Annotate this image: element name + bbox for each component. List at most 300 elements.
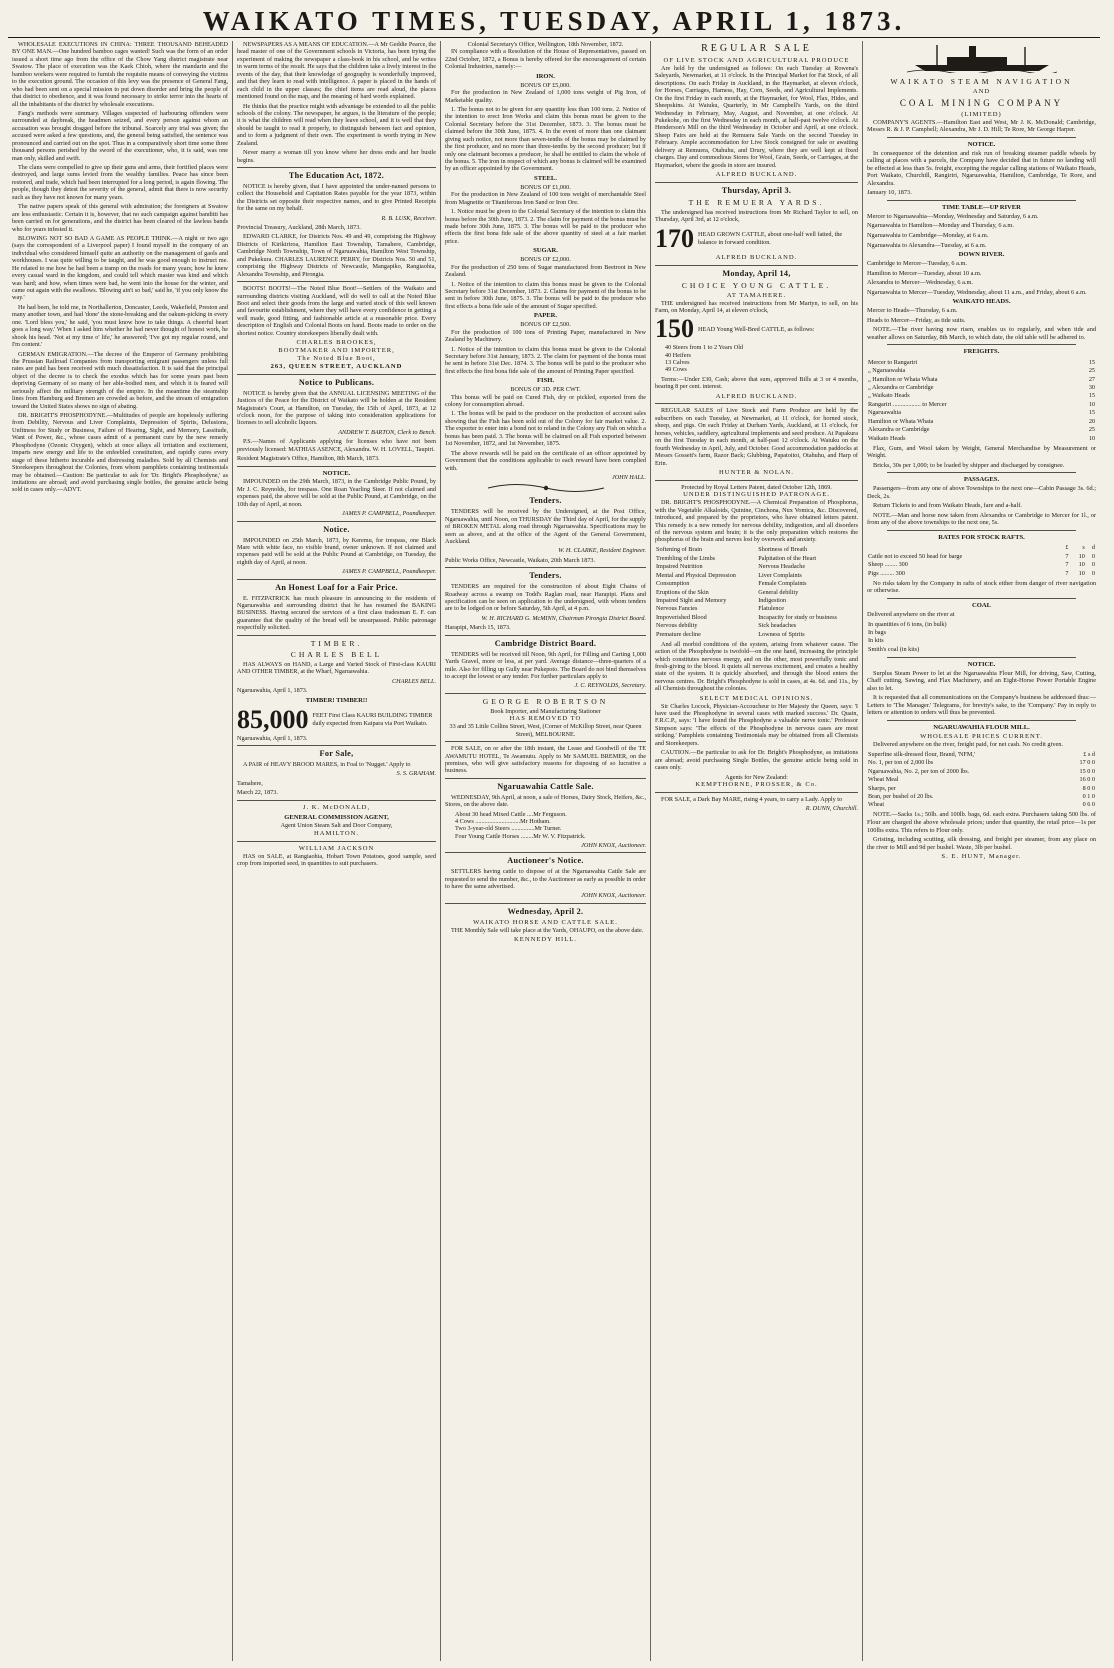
table-cell: In bags <box>868 628 887 636</box>
list-item: 40 Steers from 1 to 2 Years Old <box>665 344 744 352</box>
timetable-entry: Hamilton to Mercer—Tuesday, about 10 a.m. <box>867 269 982 277</box>
divider <box>887 530 1076 531</box>
ad-signer: CHARLES BELL. <box>391 677 436 685</box>
table-cell: 7 <box>1065 569 1069 577</box>
rates-note: No risks taken by the Company in rafts of stock either from danger of river navigation or otherwise. <box>867 579 1096 595</box>
mill-note: NOTE.—Sacks 1s.; 50lb. and 100lb. bags, 6d. each extra. Purchasers taking 500 lbs. of Flour are charged the above wholesale prices; under that quantity, the retail price—1s per 100lbs extra. This refers to Flour only. <box>867 811 1096 834</box>
table-cell: 10 <box>1078 569 1085 577</box>
ad-place: HAMILTON. <box>313 829 360 837</box>
divider <box>655 792 858 793</box>
ad-moved: HAS REMOVED TO <box>509 715 582 723</box>
ad-heading: Cambridge District Board. <box>494 638 597 648</box>
table-row <box>867 793 1096 801</box>
ad-signer: JAMES P. CAMPBELL, Poundkeeper. <box>341 568 436 576</box>
big-number: 170 <box>655 223 694 253</box>
ad-signer: ALFRED BUCKLAND. <box>715 253 798 261</box>
ad-signer: W. H. RICHARD G. McMINN, Chairman Pirongia District Board. <box>481 614 646 622</box>
table-row <box>867 801 1096 809</box>
ad-body: THE Monthly Sale will take place at the Yards, OHAUPO, on the above date. <box>451 926 644 934</box>
list-item: 49 Cows <box>665 366 687 374</box>
ad-signer: ALFRED BUCKLAND. <box>715 171 798 179</box>
table-row <box>867 637 1096 645</box>
ad-heading: Notice to Publicans. <box>298 377 375 387</box>
ad-body: EDWARD CLARKE, for Districts Nos. 49 and 49, comprising the Highway Districts of Kirikiriroa, Hamilton East Township, Tamahere, Cambridge, Cambridge North Township, Town of Ngaruawahia, Hamilton West Township, and Pukekura. CHARLES LAURENCE PERRY, for Districts Nos. 50 and 51, comprising the Highway Districts of Newcastle, Mangapiko, Rangiaohia, Alexandra Township, and Pirongia. <box>237 233 436 278</box>
article-paragraph: WHOLESALE EXECUTIONS IN CHINA: THREE THOUSAND BEHEADED BY ONE MAN.—One hundred bamboo cages wanted! Such was the form of an order issued a short time ago from the office of the Chow Yang district magistrate near Swatow. The place of execution was the Kaek Chioh, where the mandarin and the bamboo workers were required to furnish the requisite means of conveying the victims to the execution ground. The occasion of this levy was the presence of General Fang, who had been sent on a special mission to put down disorder and bring the people of that district to obedience, and it was found necessary to strike terror into the hearts of all the inhabitants of the district by wholesale executions. <box>12 41 228 108</box>
symptoms-table <box>655 546 858 639</box>
ad-name: GEORGE ROBERTSON <box>482 696 609 706</box>
table-row <box>867 628 1096 636</box>
masthead <box>8 4 1100 38</box>
ad-patent: Protected by Royal Letters Patent, dated October 12th, 1869. <box>681 483 832 491</box>
ad-signer: ALFRED BUCKLAND. <box>715 392 798 400</box>
divider <box>237 800 436 801</box>
bonus-conditions: 1. The bonus not to be given for any quantity less than 100 tons. 2. Notice of the intention to erect Iron Works and claim this bonus must be given to the Colonial Secretary before the 31st December, 1873. 3. The bonus must be claimed before the 30th June, 1875. 4. In the event of more than one claimant giving such notice, not more than seven-tenths of the bonus may be claimed by the first producer, and no more than three-tenths by the second producer; but if only one claimant becomes a producer, he shall be entitled to claim the whole of the bonus. 5. The iron in respect of which any bonus is claimed will be examined by an officer appointed by the Government. <box>445 105 646 173</box>
steamer-icon <box>907 43 1057 73</box>
table-cell: Mental and Physical Depression <box>656 571 736 579</box>
ad-signer: JOHN HALL. <box>611 473 646 481</box>
divider <box>445 635 646 636</box>
table-row <box>655 613 858 621</box>
timetable-note: NOTE.—The river having now risen, enables us to regularly, and when tide and weather allows on Saturday, 8th March, to which date, the old table will be adhered to. <box>867 326 1096 341</box>
bonus-body: For the production of 100 tons of Printing Paper, manufactured in New Zealand by Machinery. <box>445 328 646 344</box>
divider <box>237 841 436 842</box>
ad-signer: J. C. REYNOLDS, Secretary. <box>574 682 646 690</box>
table-cell: s <box>1082 544 1085 552</box>
coal-heading: COAL <box>971 601 992 609</box>
table-cell: 15 <box>1088 392 1095 400</box>
ad-heading: Notice. <box>323 524 350 534</box>
timetable-entry: Heads to Mercer—Friday, as tide suits. <box>867 316 966 324</box>
ad-heading: TIMBER! TIMBER!! <box>305 696 368 704</box>
ad-sub: THE REMUERA YARDS. <box>688 197 825 207</box>
table-cell: Smith's coal (in kits) <box>868 645 920 653</box>
table-cell: 0 <box>1091 552 1095 560</box>
timetable-entry: Mercer to Ngaruawahia—Monday, Wednesday and Saturday, 6 a.m. <box>867 212 1039 220</box>
table-cell: 15 0 0 <box>1079 767 1095 775</box>
divider <box>655 480 858 481</box>
cattle-list <box>455 811 646 840</box>
table-cell: Sick headaches <box>758 622 797 630</box>
table-row <box>867 367 1096 375</box>
timetable-entry: Alexandra to Mercer—Wednesday, 6 a.m. <box>867 279 973 287</box>
table-cell: Rangariri .................. to Mercer <box>868 400 947 408</box>
divider <box>445 852 646 853</box>
ad-heading: Wednesday, April 2. <box>507 906 584 916</box>
ad-body: TENDERS will be received by the Undersigned, at the Post Office, Ngaruawahia, until Noon, on THURSDAY the Third day of April, for the supply of BROKEN METAL along road through Ngaruawahia. Specifications may be seen as above, and at the office of the Agent of the General Government, Auckland. <box>445 508 646 545</box>
divider <box>237 374 436 375</box>
ad-address: 263, QUEEN STREET, AUCKLAND <box>270 362 403 370</box>
article-paragraph: DR. BRIGHT'S PHOSPHODYNE.—Multitudes of people are hopelessly suffering from Debility, Nervous and Liver Complaints, Depression of Spirits, Delusions, Unfitness for Study or Business, Failure of Hearing, Sight, and Memory, Lassitude, Want of Power, &c., whose cases admit of a permanent cure by the new remedy Phosphodyne (Ozonic Oxygen), which at once allays all irritation and excitement, imparts new energy and life to the enfeebled constitution, and rapidly cures every stage of these hitherto incurable and distressing maladies. Sold by all Chemists and Storekeepers throughout the Colonies, from whom pamphlets containing testimonials may be obtained.—Caution: Be particular to ask for 'Dr. Bright's Phosphodyne,' as imitations are abroad; and avoid purchasing single bottles, the genuine article being sold in cases only.—ADVT. <box>12 412 228 494</box>
table-cell: Waikato Heads <box>868 434 906 442</box>
ad-heading: GENERAL COMMISSION AGENT, <box>284 813 389 821</box>
divider <box>887 200 1076 201</box>
ad-heading: REGULAR SALE <box>701 43 812 54</box>
column-3 <box>441 41 651 1661</box>
table-cell: 7 <box>1065 552 1069 560</box>
column-4 <box>651 41 863 1661</box>
ad-body: THE undersigned has received instructions from Mr Martyn, to sell, on his Farm, on Monday, April 14, at eleven o'clock, <box>655 299 858 314</box>
bonus-conditions: 1. Notice must be given to the Colonial Secretary of the intention to claim this bonus before the 30th June, 1873. 2. The claim for payment of the bonus must be made before 30th June, 1875. 3. The bonus will be paid to the producer who effects the first bona fide sale of the above quantity of steel at a fair market price. <box>445 208 646 245</box>
table-row <box>867 400 1096 408</box>
ad-signer: JAMES P. CAMPBELL, Poundkeeper. <box>341 510 436 518</box>
table-row <box>867 759 1096 767</box>
table-cell: 0 6 0 <box>1082 801 1095 809</box>
passages-note: NOTE.—Man and horse now taken from Alexandra or Cambridge to Mercer for 1l., or from any of the above townships to the next one, 5s. <box>867 511 1096 527</box>
ad-date: January 10, 1873. <box>867 189 912 197</box>
company-title-line1: WAIKATO STEAM NAVIGATION <box>890 77 1073 86</box>
table-cell: Consumption <box>656 580 690 588</box>
table-cell: Flatulence <box>758 605 785 613</box>
mill-sub: WHOLESALE PRICES CURRENT. <box>920 732 1043 740</box>
ad-body: NOTICE is hereby given that the ANNUAL LICENSING MEETING of the Justices of the Peace for the District of Waikato will be holden at the Resident Magistrate's Court, at Hamilton, on Tuesday, the 15th of April, 1873, at 12 o'clock noon, for the purpose of taking into consideration applications for licenses to sell alcoholic liquors. <box>237 389 436 427</box>
table-cell: 10 <box>1088 434 1095 442</box>
table-cell: 30 <box>1088 384 1095 391</box>
article-paragraph: NEWSPAPERS AS A MEANS OF EDUCATION.—A Mr Geddie Pearce, the head master of one of the Government schools in Victoria, has been trying the experiment of making the newspaper a class-book in his school, and he writes in warm terms of the result. He says that the children take a lively interest in the events of the day, that their knowledge of geography is wonderfully improved, and that they learn to read with intelligence. A paper is placed in the hands of each child in the upper classes; the chief items are read aloud, the places mentioned found on the map, and the meaning of hard words explained. <box>237 41 436 101</box>
table-row <box>867 750 1096 758</box>
ad-signer: ANDREW T. BARTON, Clerk to Bench. <box>338 428 436 436</box>
table-row <box>867 552 1096 560</box>
table-row <box>867 375 1096 383</box>
table-cell: 17 0 0 <box>1079 759 1095 767</box>
freights-note: Flax, Gum, and Wool taken by Weight, General Merchandise by Measurement or Weight. <box>867 444 1096 460</box>
columns <box>8 41 1100 1661</box>
divider <box>445 741 646 742</box>
table-cell: Impaired Sight and Memory <box>656 596 727 604</box>
ad-heading: NOTICE. <box>322 469 351 477</box>
table-cell: Nervous debility <box>656 622 698 630</box>
table-row <box>867 767 1096 775</box>
ad-agents-heading: Agents for New Zealand: <box>725 773 788 781</box>
divider <box>237 167 436 168</box>
table-row <box>655 580 858 588</box>
table-cell: Ngaruawahia, No. 2, per ton of 2000 lbs. <box>868 767 970 775</box>
ad-body: Are held by the undersigned as follows: On each Tuesday at Rowena's Saleyards, Newmarket, at 11 o'clock. In the Principal Market for Fat Stock, of all descriptions. On each Friday in Auckland, in the Haymarket, at eleven o'clock, for Horses, Carriages, Harness, Hay, Corn, Seeds, and Agricultural Implements. On the first Friday in each month, at the Haymarket, for Wool, Flax, Hides, and Sheepskins. At Waiuku, Quarterly, in Mr Campbell's Yards, on the third Wednesday in February, May, August, and November, at one o'clock. At Pukekohe, on the first Wednesday in each month, at half-past twelve o'clock. At Henderson's Mill on the third Wednesday in October and April, at one o'clock. Sheep Fairs are held at the Remuera Sale Yards on the second Tuesday in February. Ample accommodation for Live Stock consigned for sale or awaiting delivery at Remuera, Otahuhu, and Drury, where they are well kept at fixed charges. Day and commodious Stores for Wool, Grain, Seeds, or Carriages, at the Haymarket, where the goods in store are insured. <box>655 64 858 169</box>
ad-place-date: Provincial Treasury, Auckland, 28th March, 1873. <box>237 224 361 232</box>
table-cell <box>1090 637 1096 645</box>
table-cell: Cattle not to exceed 50 head for barge <box>868 552 963 560</box>
freights-note: Bricks, 30s per 1,000; to be loaded by shipper and discharged by consignee. <box>873 461 1065 469</box>
ad-body: NOTICE is hereby given, that I have appointed the under-named persons to collect the Household and Capitation Rates payable for the year 1873, within the Districts set opposite their respective names, and to give Printed Receipts for the same on my behalf. <box>237 182 436 213</box>
ad-patronage: UNDER DISTINGUISHED PATRONAGE. <box>683 491 830 499</box>
list-item: Two 3-year-old Steers ...............Mr Turner. <box>455 825 562 833</box>
ad-heading: Auctioneer's Notice. <box>507 856 584 866</box>
table-cell: 25 <box>1088 367 1095 375</box>
passages-body: Passengers—from any one of above Townships to the next one—Cabin Passage 3s. 6d.; Deck, 2s. <box>867 485 1096 500</box>
table-cell: 16 0 0 <box>1079 776 1095 784</box>
table-cell <box>1090 628 1096 636</box>
big-number-block <box>237 704 436 734</box>
ad-body: The undersigned has received instructions from Mr Richard Taylor to sell, on Thursday, April 3rd, at 12 o'clock, <box>655 208 858 224</box>
list-item: Four Young Cattle Horses ........Mr W. V. Fitzpatrick. <box>455 832 586 840</box>
table-row <box>867 426 1096 434</box>
mill-signer: S. E. HUNT, Manager. <box>941 853 1022 861</box>
divider <box>887 598 1076 599</box>
ad-body: IMPOUNDED on 25th March, 1873, by Keremu, for trespass, one Black Mare with white face, no visible brand, owner unknown. If not claimed and expenses paid will be sold at the Public Pound at Cambridge, on Tuesday, the eighth day of April, at noon. <box>237 536 436 566</box>
article-paragraph: He thinks that the practice might with advantage be extended to all the public schools of the colony. The newspaper, he argues, is the literature of the people; it is what the children will read when they leave school, and it is well that they should be taught to read it properly, to distinguish between fact and opinion, and to form a judgment of their own. The experiment is worth trying in New Zealand. <box>237 102 436 147</box>
table-cell: 10 <box>1088 400 1095 408</box>
table-row <box>867 392 1096 400</box>
notice-body: Surplus Steam Power to let at the Ngaruawahia Flour Mill, for driving, Saw, Cutting, Chaff cutting, Sawing, and Flax Machinery, and an Eight-Horse Power Portable Engine also to let. <box>867 669 1096 692</box>
timetable-entry: Cambridge to Mercer—Tuesday, 6 a.m. <box>867 260 967 267</box>
company-agents: COMPANY'S AGENTS.—Hamilton East and West, Mr J. K. McDonald; Cambridge, Messrs R. & J. P. Campbell; Alexandra, Mr J. D. Hill; Te Rore, Mr George Harper. <box>867 118 1096 134</box>
ad-name: CHARLES BELL <box>290 649 383 659</box>
coal-table <box>867 620 1096 654</box>
bonus-amount: BONUS OF 3D. PER CWT. <box>510 386 581 394</box>
table-cell: Lowness of Spirits <box>758 630 805 638</box>
article-paragraph: Fang's methods were summary. Villages suspected of harbouring offenders were surrounded at daybreak, the headmen seized, and every person against whom an accusation was brought dragged before the tribunal. Scarcely any trial was given; the accused were asked a few questions, and, the general being satisfied, the sentence was pronounced and carried out on the spot. Thus in a comparatively short time some three thousand persons perished by the sword of the executioner, who, it is said, was one man only, skilled and swift. <box>12 109 228 162</box>
ad-sub: Agent Union Steam Salt and Door Company, <box>280 822 393 830</box>
divider <box>445 567 646 568</box>
table-cell: Bran, per bushel of 20 lbs. <box>868 793 934 801</box>
list-item: 40 Heifers <box>665 351 691 359</box>
ad-date: March 22, 1873. <box>237 789 278 797</box>
table-cell: Trembling of the Limbs <box>656 554 716 562</box>
ad-heading: For Sale, <box>319 749 354 759</box>
notice-top: Colonial Secretary's Office, Wellington, 18th November, 1872. <box>467 41 624 48</box>
mill-price-table <box>867 750 1096 809</box>
divider <box>237 635 436 636</box>
timetable-entry: Mercer to Heads—Thursday, 6 a.m. <box>867 307 958 315</box>
ad-terms: Terms:—Under £30, Cash; above that sum, approved Bills at 3 or 4 months, bearing 8 per cent. interest. <box>655 375 858 391</box>
table-row <box>867 409 1096 417</box>
table-cell <box>1090 620 1096 628</box>
divider <box>655 265 858 266</box>
coal-intro: Delivered anywhere on the river at <box>867 610 955 618</box>
ad-trade: Book Importer, and Manufacturing Stationer <box>490 707 601 715</box>
table-cell: Superfine silk-dressed flour, Brand, 'NFM,' <box>868 750 975 758</box>
masthead-title: WAIKATO TIMES, TUESDAY, APRIL 1, 1873. <box>202 5 906 36</box>
ad-date: Ngaruawahia, April 1, 1873. <box>237 734 308 742</box>
passages-heading: PASSAGES. <box>963 476 1000 484</box>
timetable-heading: TIME TABLE—UP RIVER <box>942 204 1021 211</box>
table-cell: Liver Complaints <box>758 571 802 579</box>
table-row <box>867 569 1096 577</box>
bonus-heading: PAPER. <box>533 312 558 320</box>
ad-signer: S. S. GRAHAM. <box>396 770 436 778</box>
table-cell: Ngaruawahia <box>868 409 901 417</box>
ad-footer: Harapipi, March 15, 1873. <box>445 624 511 632</box>
table-row <box>867 561 1096 569</box>
ad-body: WEDNESDAY, 9th April, at noon, a sale of Horses, Dairy Stock, Heifers, &c., Stores, on the above date. <box>445 793 646 809</box>
big-number: 85,000 <box>237 704 309 734</box>
table-cell <box>867 544 1059 552</box>
ad-signer: R. B. LUSK, Receiver. <box>381 214 436 222</box>
divider <box>237 281 436 282</box>
ad-signer: JOHN KNOX, Auctioneer. <box>581 841 646 849</box>
ad-name: J. K. McDONALD, <box>302 803 371 811</box>
ad-body: HEAD GROWN CATTLE, about one-half well fatted, the balance in forward condition. <box>698 231 843 246</box>
table-cell: 27 <box>1088 375 1095 383</box>
bonus-amount: BONUS OF £2,000. <box>520 256 571 264</box>
ad-body: E. FITZPATRICK has much pleasure in announcing to the residents of Ngaruawahia and surrounding district that he has resumed the BAKING BUSINESS. Having secured the services of a first class tradesman E. F. can guarantee that the quality of the bread will be unsurpassed. Public patronage respectfully solicited. <box>237 594 436 632</box>
ad-signer: JOHN KNOX, Auctioneer. <box>581 892 646 900</box>
ad-signer: W. H. CLARKE, Resident Engineer. <box>558 547 646 555</box>
big-number-block <box>655 223 858 253</box>
table-cell: „ Alexandra or Cambridge <box>868 384 934 391</box>
list-item: 4 Cows .............................Mr Hotham. <box>455 817 551 825</box>
bonus-conditions: 1. Notice of the intention to claim this bonus must be given to the Colonial Secretary before 31st January, 1873. 2. The claim for payment of the bonus must be sent in before 31st Dec. 1874. 3. The bonus will be paid to the producer who first effects the first bona fide sale of the amount of Printing Paper specified. <box>445 345 646 375</box>
table-cell: 10 <box>1078 552 1085 560</box>
bonus-conditions: 1. Notice of the intention to claim this bonus must be given to the Colonial Secretary before 31st December, 1873. 2. Claims for payment of the bonus to be sent in before 30th June, 1875. 3. The bonus will be paid to the producer who first effects a bona fide sale of the amount of Sugar specified. <box>445 280 646 310</box>
ad-body: BOOTS! BOOTS!—The Noted Blue Boot!—Settlers of the Waikato and surrounding districts visiting Auckland, will do well to call at the Noted Blue Boot and select their goods from the large and varied stock of this well known and favourite establishment, where they will have every confidence in getting a well made, good fitting, and fashionable article at a reasonable price. Every description of English and Colonial Boots on hand. Boots made to order on the shortest notice. Country storekeepers liberally dealt with. <box>237 285 436 337</box>
table-cell: £ <box>1065 544 1069 552</box>
bonus-conditions: 1. The bonus will be paid to the producer on the production of account sales showing that the Fish has been sold out of the Colony for fair market value. 2. The exporter to enter into a bond not to reland in the Colony any Fish on which a bonus has been paid. 3. The bonus will be claimed on all Fish exported between 1st November, 1872, and 1st November, 1875. <box>445 410 646 448</box>
table-cell: Hamilton or Whata Whata <box>868 417 934 425</box>
timetable-heading: DOWN RIVER. <box>958 251 1005 259</box>
list-item: About 30 head Mixed Cattle ....Mr Ferguson. <box>455 810 567 818</box>
table-cell: Palpitation of the Heart <box>758 554 817 562</box>
ad-body: FEET First Class KAURI BUILDING TIMBER daily expected from Kaipara via Port Waikato. <box>312 712 433 727</box>
article-paragraph: The native papers speak of this general with admiration; the foreigners at Swatow are less enthusiastic. Certain it is, however, that no such campaign against banditti has been carried on for generations, and the district has been cleared of the lawless bands who for years infested it. <box>12 203 228 233</box>
table-row <box>655 622 858 630</box>
bonus-amount: BONUS OF £5,000. <box>520 81 571 89</box>
table-cell: 8 0 0 <box>1082 784 1095 792</box>
table-cell: 15 <box>1088 358 1095 366</box>
company-and: AND <box>972 88 991 96</box>
table-cell: 20 <box>1088 417 1095 425</box>
ad-caution: CAUTION.—Be particular to ask for Dr. Bright's Phosphodyne, as imitations are abroad; avoid purchasing Single Bottles, the genuine article being sold in cases only. <box>655 749 858 772</box>
ad-body: TENDERS will be received till Noon, 9th April, for Filling and Carting 1,000 Yards Gravel, more or less, at per yard. Average distance—three-quarters of a mile. Also for filling up Gully near Pukepoto. The Board do not bind themselves to accept the lowest or any tender. For further particulars apply to <box>445 650 646 680</box>
bonus-heading: SUGAR. <box>533 247 558 255</box>
bonus-heading: IRON. <box>536 72 555 80</box>
list-item: 13 Calves <box>665 359 690 367</box>
table-row <box>867 784 1096 792</box>
table-row <box>655 588 858 596</box>
table-cell: 0 <box>1091 569 1095 577</box>
ad-signer: HUNTER & NOLAN. <box>719 468 794 476</box>
table-cell: Alexandra or Cambridge <box>868 426 930 434</box>
table-cell: Female Complaints <box>758 580 807 588</box>
rates-table <box>867 544 1096 578</box>
article-paragraph: GERMAN EMIGRATION.—The decree of the Emperor of Germany prohibiting the Prussian Railroad Companies from transporting emigrant passengers unless full rates are paid has been received with much dissatisfaction. It is said that the principal object of the decree is to check the exodus which has for some years past been depriving Germany of so many of her able-bodied men, and which it is feared will seriously affect the military strength of the empire. In the meantime the steamship lines from Hamburg and Bremen are crowded as before, and the stream of emigration toward the United States shows no sign of abating. <box>12 350 228 410</box>
divider <box>655 182 858 183</box>
table-row <box>867 620 1096 628</box>
ad-trade: BOOTMAKER AND IMPORTER, <box>278 347 395 355</box>
timetable-entry: Ngaruawahia to Alexandra—Tuesday, at 6 a.m. <box>867 241 987 249</box>
table-cell: Softening of Brain <box>656 546 703 554</box>
big-number-block <box>655 316 858 342</box>
table-row <box>867 434 1096 442</box>
table-row <box>655 554 858 562</box>
ad-sub: OF LIVE STOCK AND AGRICULTURAL PRODUCE <box>663 57 850 64</box>
divider <box>887 472 1076 473</box>
table-cell: Indigestion <box>758 596 787 604</box>
article-paragraph: Never marry a woman till you know where her dress ends and her bustle begins. <box>237 149 436 164</box>
passages-return: Return Tickets to and from Waikato Heads, fare and a-half. <box>873 502 1022 510</box>
freights-heading: FREIGHTS. <box>963 348 1000 356</box>
ad-body: HEAD Young Well-Bred CATTLE, as follows: <box>698 325 815 333</box>
mill-grist: Gristing, including scutting, silk dressing, and freight per steamer, from any place on the river to Mill and 9d per bushel. Waste, 3lb per bushel. <box>867 836 1096 851</box>
ornament-icon <box>486 483 606 493</box>
column-5 <box>863 41 1100 1661</box>
table-cell: Incapacity for study or business <box>758 613 837 621</box>
ad-body: Sir Charles Locock, Physician-Accoucheur to Her Majesty the Queen, says: 'I have used the Phosphodyne in several cases with marked success.' Dr. Quain, F.R.C.P., says: 'I have found the Phosphodyne a valuable nerve tonic.' Professor Simpson says: 'The effects of the Phosphodyne in nervous cases are most striking.' Pamphlets containing Testimonials may be obtained from all Chemists and Storekeepers. <box>655 702 858 747</box>
bonus-amount: BONUS OF £2,500. <box>520 321 571 329</box>
divider <box>655 403 858 404</box>
ad-body: HAS ALWAYS on HAND, a Large and Varied Stock of First-class KAURI AND OTHER TIMBER, at the Wharf, Ngaruawahia. <box>237 660 436 676</box>
table-cell: General debility <box>758 588 799 596</box>
ad-signer: KENNEDY HILL. <box>514 936 577 944</box>
company-limited: (LIMITED) <box>961 110 1002 118</box>
divider <box>887 657 1076 658</box>
ad-footer: Resident Magistrate's Office, Hamilton, 8th March, 1873. <box>237 455 380 463</box>
cattle-list <box>665 344 858 373</box>
table-cell: „ Waikato Heads <box>868 392 910 400</box>
ad-body: SETTLERS having cattle to dispose of at the Ngaruawahia Cattle Sale are requested to send the number, &c., to the Auctioneer as early as possible in order to have the same advertised. <box>445 868 646 891</box>
freights-table <box>867 358 1096 442</box>
ad-sub: SELECT MEDICAL OPINIONS. <box>699 694 814 702</box>
bonus-heading: FISH. <box>536 377 555 385</box>
table-cell: „ Ngaruawahia <box>868 367 906 375</box>
table-cell: d <box>1091 544 1095 552</box>
table-row <box>867 776 1096 784</box>
table-cell: „ Hamilton or Whata Whata <box>868 375 938 383</box>
divider <box>237 579 436 580</box>
table-cell: 0 <box>1091 561 1095 569</box>
ad-body: IMPOUNDED on the 29th March, 1873, in the Cambridge Public Pound, by Mr J. C. Reynolds, for trespass. One Roan Yearling Steer. If not claimed and expenses paid, the above will be sold at the Public Pound, at Cambridge, on the 10th day of April, at noon. <box>237 478 436 508</box>
ad-sub: CHOICE YOUNG CATTLE. <box>681 280 832 290</box>
ad-name: CHARLES BROOKES, <box>296 339 377 347</box>
column-1 <box>8 41 233 1661</box>
timetable-entry: Ngaruawahia to Hamilton—Monday and Thursday, 6 a.m. <box>867 222 1014 230</box>
ad-heading: Monday, April 14, <box>722 268 791 278</box>
ad-heading: An Honest Loaf for a Fair Price. <box>275 582 398 592</box>
table-cell: In quantities of 6 tons, (in bulk) <box>868 620 947 628</box>
table-row <box>655 630 858 638</box>
article-paragraph: BLOWING NOT SO BAD A GAME AS PEOPLE THINK.—A night or two ago (says the correspondent of a Liverpool paper) I found myself in the company of an individual who considered himself quite an authority on the management of gaols and workhouses. I was quite willing to be taught, and he was good enough to instruct me. He related to me how he had been a tramp on the roads for many years; how he knew every casual ward in the kingdom, and could tell which master was kind and which was hard; and how, when times were bad, he went into the house for the winter, and came out again with the swallows. 'Blowing ain't so bad,' said he, 'if you only know the way.' <box>12 234 229 302</box>
bonus-amount: BONUS OF £1,000. <box>520 183 571 191</box>
table-cell: 0 1 0 <box>1082 793 1095 801</box>
table-cell: 25 <box>1088 426 1095 434</box>
notice-intro: IN compliance with a Resolution of the House of Representatives, passed on 22nd October, 1872, a Bonus is hereby offered for the encouragement of certain Colonial Industries, namely:— <box>445 48 646 71</box>
table-row <box>655 571 858 579</box>
table-header-row <box>867 544 1096 552</box>
ad-heading: The Education Act, 1872. <box>288 171 385 180</box>
table-cell: Wheat Meal <box>868 776 899 784</box>
big-number: 150 <box>655 314 694 344</box>
ad-footer: Public Works Office, Newcastle, Waikato, 20th March 1873. <box>445 556 596 564</box>
table-cell: Sharps, per <box>868 784 896 792</box>
table-row <box>867 384 1096 392</box>
ad-body: TENDERS are required for the construction of about Eight Chains of Roadway across a swamp on Todd's Raglan road, near Harapipi. Plans and specification can be seen on application to the undersigned, with whom tenders are to be lodged on or before Saturday, 5th April, at 4 p.m. <box>445 583 646 613</box>
ad-name: WILLIAM JACKSON <box>298 844 375 852</box>
ad-body: In consequence of the detention and risk run of breaking steamer paddle wheels by calling at places with a parcels, the Company have decided that in future no landing will be effected at less than 5s. freight, excepting the regular calling stations of Waikato Heads, Port Waikato, Churchill, Rangiriri, Ngaruawahia, Hamilton, Cambridge, Te Rore, and Alexandra. <box>867 149 1096 187</box>
ad-sign: The Noted Blue Boot, <box>297 354 376 362</box>
ad-body: HAS on SALE, at Rangiaohia, Hobart Town Potatoes, good sample, seed crop from imported seed, in quantities to suit purchasers. <box>237 852 436 868</box>
ad-heading: Tenders. <box>529 571 562 581</box>
table-cell: Eruptions of the Skin <box>656 588 709 596</box>
divider <box>887 137 1076 138</box>
divider <box>237 466 436 467</box>
table-cell: Premature decline <box>656 630 701 638</box>
divider <box>237 521 436 522</box>
bonus-body: For the production of 250 tons of Sugar manufactured from Beetroot in New Zealand. <box>445 263 646 279</box>
table-row <box>655 605 858 613</box>
table-cell: Mercer to Rangariri <box>868 358 918 366</box>
ad-date: Ngaruawahia, April 1, 1873. <box>237 687 308 695</box>
notice-request: It is requested that all communications on the Company's business be addressed thus:—Letters to 'The Manager.' Telegrams, for brevity's sake, to the 'Company.' Pay in reply to letters or attention to orders will thus be prevented. <box>867 694 1096 717</box>
ad-heading: NOTICE. <box>967 140 996 148</box>
table-cell: Nervous Fancies <box>656 605 698 613</box>
table-cell: £ s d <box>1083 750 1095 758</box>
table-cell: No. 1, per ton of 2,000 lbs <box>868 759 934 767</box>
bonus-body: For the production in New Zealand of 100 tons weight of merchantable Steel from Magnetite or Titaniferous Iron Sand or Iron Ore. <box>445 191 646 206</box>
ad-body: And all morbid conditions of the system, arising from whatever cause. The action of the Phosphodyne is twofold—on the one hand, increasing the principle which constitutes nervous energy, and on the other, most powerfully tonic and fresh-giving to the blood. It quiets all nervous excitement, and creates a healthy state of the system. It is quickly absorbed, and through the blood enters the nervous centres. Dr. Bright's Phosphodyne is sold in cases, at 4s. 6d. and 11s., by all Chemists throughout the colonies. <box>655 640 858 693</box>
table-row <box>655 563 858 571</box>
table-cell: Nervous Headache <box>758 563 806 571</box>
mill-intro: Delivered anywhere on the river, freight paid, for net cash. No credit given. <box>873 740 1063 748</box>
ad-body: FOR SALE, on or after the 18th instant, the Lease and Goodwill of the TE AWAMUTU HOTEL, Te Awamutu. Apply to Mr SAMUEL BREMER, on the premises, who will give satisfactory reasons for disposing of so lucrative a business. <box>445 745 646 775</box>
